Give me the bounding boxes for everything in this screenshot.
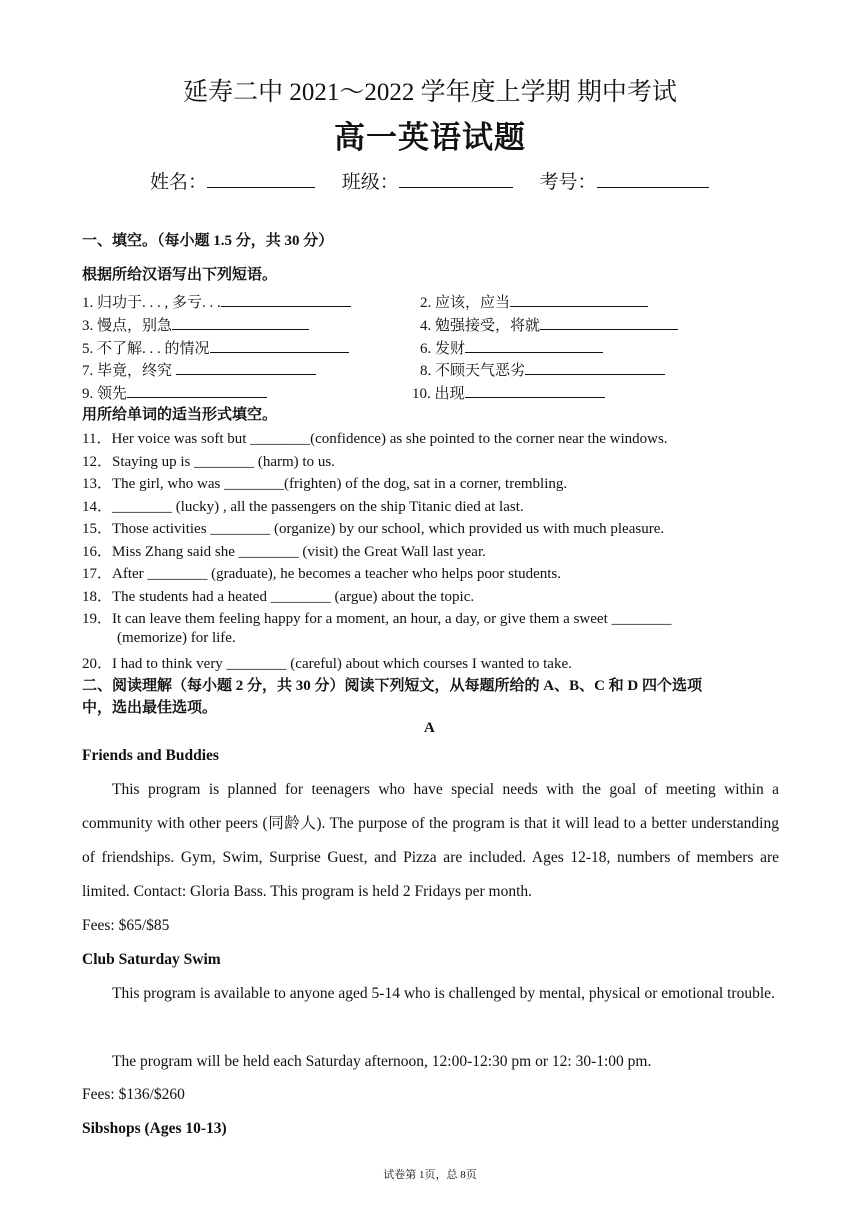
phrase-item — [420, 359, 665, 380]
school-exam-title: 延寿二中 2021～2022 学年度上学期 期中考试 — [183, 79, 677, 106]
program-description: This program is planned for teenagers who have special needs with the goal of meeting within a community with other peers (同龄人). The purpose of the program is that it will lead to a better understanding of friendships. Gym, Swim, Surprise Guest, and Pizza are included. Ages 12-18, numbers of members are limited. Contact: Gloria Bass. This program is held 2 Fridays per month. — [82, 781, 779, 900]
answer-blank[interactable] — [540, 315, 678, 330]
program-heading: Club Saturday Swim — [82, 951, 221, 968]
program-schedule: The program will be held each Saturday afternoon, 12:00-12:30 pm or 12: 30-1:00 pm. — [112, 1053, 652, 1070]
sentence-continuation: (memorize) for life. — [117, 630, 236, 646]
answer-blank[interactable] — [221, 292, 351, 307]
sentence-item: 20．I had to think very ________ (careful) about which courses I wanted to take. — [82, 656, 572, 672]
sentence-item: 14．________ (lucky) , all the passengers on the ship Titanic died at last. — [82, 499, 524, 515]
program-fees: Fees: $65/$85 — [82, 917, 170, 934]
program-description: This program is available to anyone aged 5-14 who is challenged by mental, physical or emotional trouble. — [112, 985, 775, 1002]
phrase-text: 4. 勉强接受，将就 — [420, 318, 541, 334]
section1-title: 一、填空。（每小题 1.5 分，共 30 分） — [82, 233, 334, 249]
student-info-line — [150, 167, 709, 194]
answer-blank[interactable] — [172, 315, 309, 330]
section1-part2-instruction: 用所给单词的适当形式填空。 — [82, 407, 278, 423]
program-heading: Sibshops (Ages 10-13) — [82, 1120, 227, 1137]
phrase-item — [420, 291, 648, 312]
id-blank[interactable] — [597, 173, 709, 188]
subject-title: 高一英语试题 — [334, 120, 526, 156]
phrase-text: 5. 不了解. . . 的情况 — [82, 341, 210, 357]
sentence-item: 17．After ________ (graduate), he becomes a teacher who helps poor students. — [82, 566, 562, 582]
id-label: 考号： — [539, 172, 597, 193]
sentence-item: 13．The girl, who was ________(frighten) of the dog, sat in a corner, trembling. — [82, 476, 568, 492]
answer-blank[interactable] — [127, 383, 267, 398]
phrase-text: 10. 出现 — [412, 386, 465, 402]
phrase-item — [82, 291, 351, 312]
phrase-item — [412, 382, 605, 403]
sentence-item: 19．It can leave them feeling happy for a moment, an hour, a day, or give them a sweet ________ — [82, 611, 672, 627]
sentence-item: 16．Miss Zhang said she ________ (visit) the Great Wall last year. — [82, 544, 486, 560]
program-fees: Fees: $136/$260 — [82, 1086, 185, 1103]
section2-title-continued: 中，选出最佳选项。 — [82, 700, 218, 716]
answer-blank[interactable] — [465, 383, 605, 398]
section2-title: 二、阅读理解（每小题 2 分，共 30 分）阅读下列短文，从每题所给的 A、B、C 和 D 四个选项 — [82, 678, 703, 694]
phrase-text: 8. 不顾天气恶劣 — [420, 363, 526, 379]
answer-blank[interactable] — [176, 360, 316, 375]
phrase-item — [420, 314, 678, 335]
phrase-text: 6. 发财 — [420, 341, 466, 357]
sentence-item: 18．The students had a heated ________ (argue) about the topic. — [82, 589, 475, 605]
phrase-item — [82, 359, 316, 380]
answer-blank[interactable] — [210, 338, 349, 353]
phrase-text: 9. 领先 — [82, 386, 128, 402]
sentence-item: 11．Her voice was soft but ________(confidence) as she pointed to the corner near the windows. — [82, 431, 668, 447]
phrase-item — [82, 337, 349, 358]
class-label: 班级： — [341, 172, 399, 193]
phrase-text: 1. 归功于. . . , 多亏. . . — [82, 295, 221, 311]
phrase-text: 7. 毕竟，终究 — [82, 363, 176, 379]
phrase-item — [82, 382, 267, 403]
class-blank[interactable] — [399, 173, 513, 188]
sentence-item: 12．Staying up is ________ (harm) to us. — [82, 454, 335, 470]
phrase-item — [420, 337, 603, 358]
phrase-text: 2. 应该，应当 — [420, 295, 511, 311]
passage-label: A — [424, 720, 435, 736]
sentence-item: 15．Those activities ________ (organize) by our school, which provided us with much pleasure. — [82, 521, 665, 537]
phrase-text: 3. 慢点，别急 — [82, 318, 173, 334]
answer-blank[interactable] — [525, 360, 665, 375]
program-heading: Friends and Buddies — [82, 747, 219, 764]
phrase-item — [82, 314, 309, 335]
section1-part1-instruction: 根据所给汉语写出下列短语。 — [82, 267, 278, 283]
name-blank[interactable] — [207, 173, 315, 188]
page-footer: 试卷第 1页，总 8页 — [383, 1169, 477, 1181]
name-label: 姓名： — [150, 172, 208, 193]
answer-blank[interactable] — [510, 292, 648, 307]
answer-blank[interactable] — [465, 338, 603, 353]
